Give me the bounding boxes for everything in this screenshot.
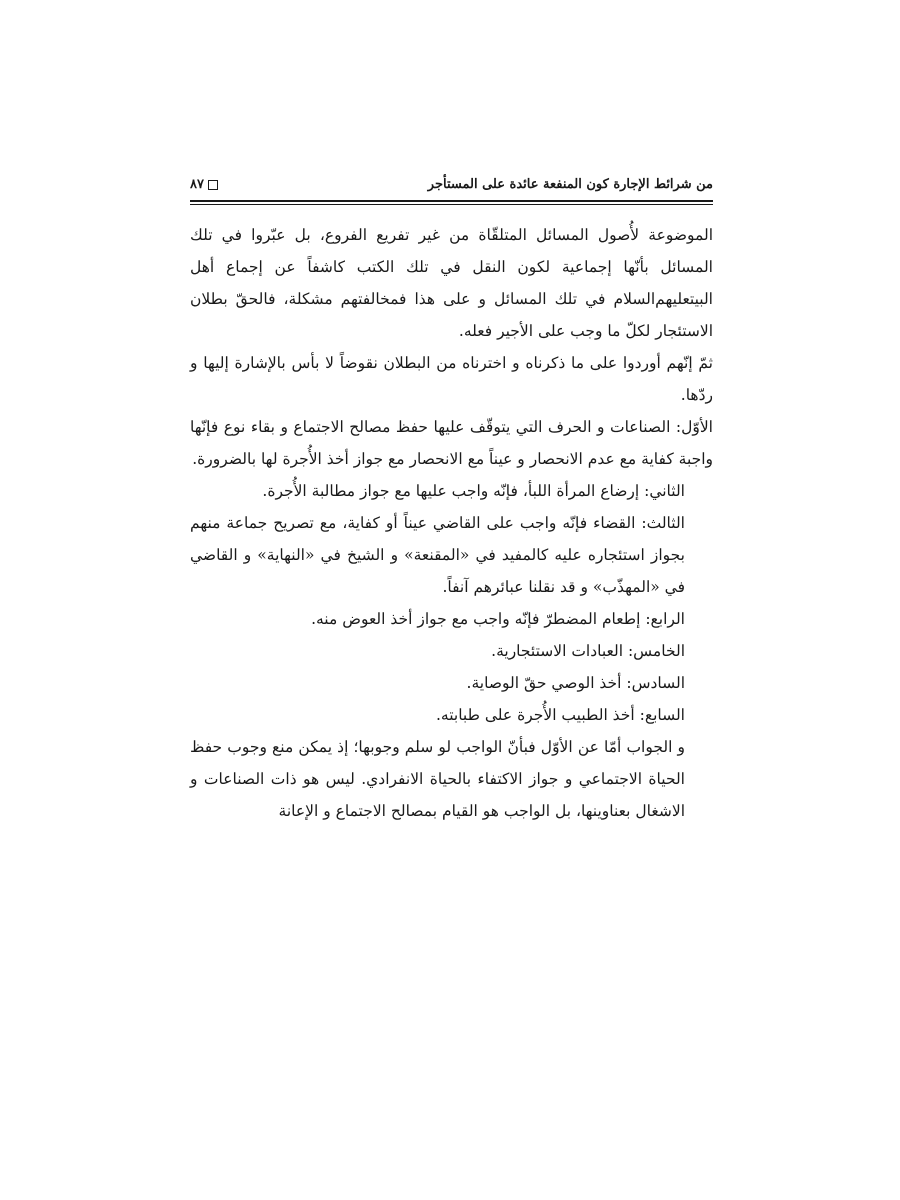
paragraph-6: الرابع: إطعام المضطرّ فإنّه واجب مع جواز أخذ العوض منه.	[311, 610, 685, 628]
body-text	[190, 219, 713, 827]
paragraph-1: الموضوعة لأُصول المسائل المتلقّاة من غير تفريع الفروع، بل عبّروا في تلك المسائل بأنّها إجماعية لكون النقل في تلك الكتب كاشفاً عن إجماع أهل البيتعليهم‌السلام في تلك المسائل و على هذا فمخالفتهم مشكلة، فالحقّ بطلان الاستئجار لكلّ ما وجب على الأجير فعله.	[190, 226, 713, 340]
paragraph-8: السادس: أخذ الوصي حقّ الوصاية.	[466, 674, 685, 692]
paragraph-9: السابع: أخذ الطبيب الأُجرة على طبابته.	[435, 706, 685, 724]
running-header-title: من شرائط الإجارة كون المنفعة عائدة على المستأجر	[427, 177, 713, 192]
running-header	[190, 168, 713, 192]
square-box-icon	[208, 180, 218, 190]
paragraph-7: الخامس: العبادات الاستئجارية.	[491, 642, 685, 660]
book-page	[190, 168, 713, 827]
paragraph-10: و الجواب أمّا عن الأوّل فبأنّ الواجب لو سلم وجوبها؛ إذ يمكن منع وجوب حفظ الحياة الاجتماعي و جواز الاكتفاء بالحياة الانفرادي. ليس هو ذات الصناعات و الاشغال بعناوينها، بل الواجب هو القيام بمصالح الاجتماع و الإعانة	[190, 738, 685, 820]
paragraph-4: الثاني: إرضاع المرأة اللبأ، فإنّه واجب عليها مع جواز مطالبة الأُجرة.	[262, 482, 685, 500]
paragraph-5: الثالث: القضاء فإنّه واجب على القاضي عيناً أو كفاية، مع تصريح جماعة منهم بجواز استئجاره عليه كالمفيد في «المقنعة» و الشيخ في «النهاية» و القاضي في «المهذّب» و قد نقلنا عبائرهم آنفاً.	[190, 514, 685, 596]
header-rule-thin	[190, 204, 713, 205]
header-rule-thick	[190, 200, 713, 202]
page-number-group	[190, 177, 218, 192]
paragraph-2: ثمّ إنّهم أوردوا على ما ذكرناه و اخترناه من البطلان نقوضاً لا بأس بالإشارة إليها و ردّها.	[190, 354, 713, 404]
page-number: ٨٧	[190, 177, 204, 192]
paragraph-3: الأوّل: الصناعات و الحرف التي يتوقّف عليها حفظ مصالح الاجتماع و بقاء نوع فإنّها واجبة كفاية مع عدم الانحصار و عيناً مع الانحصار مع جواز أخذ الأُجرة لها بالضرورة.	[190, 418, 713, 468]
